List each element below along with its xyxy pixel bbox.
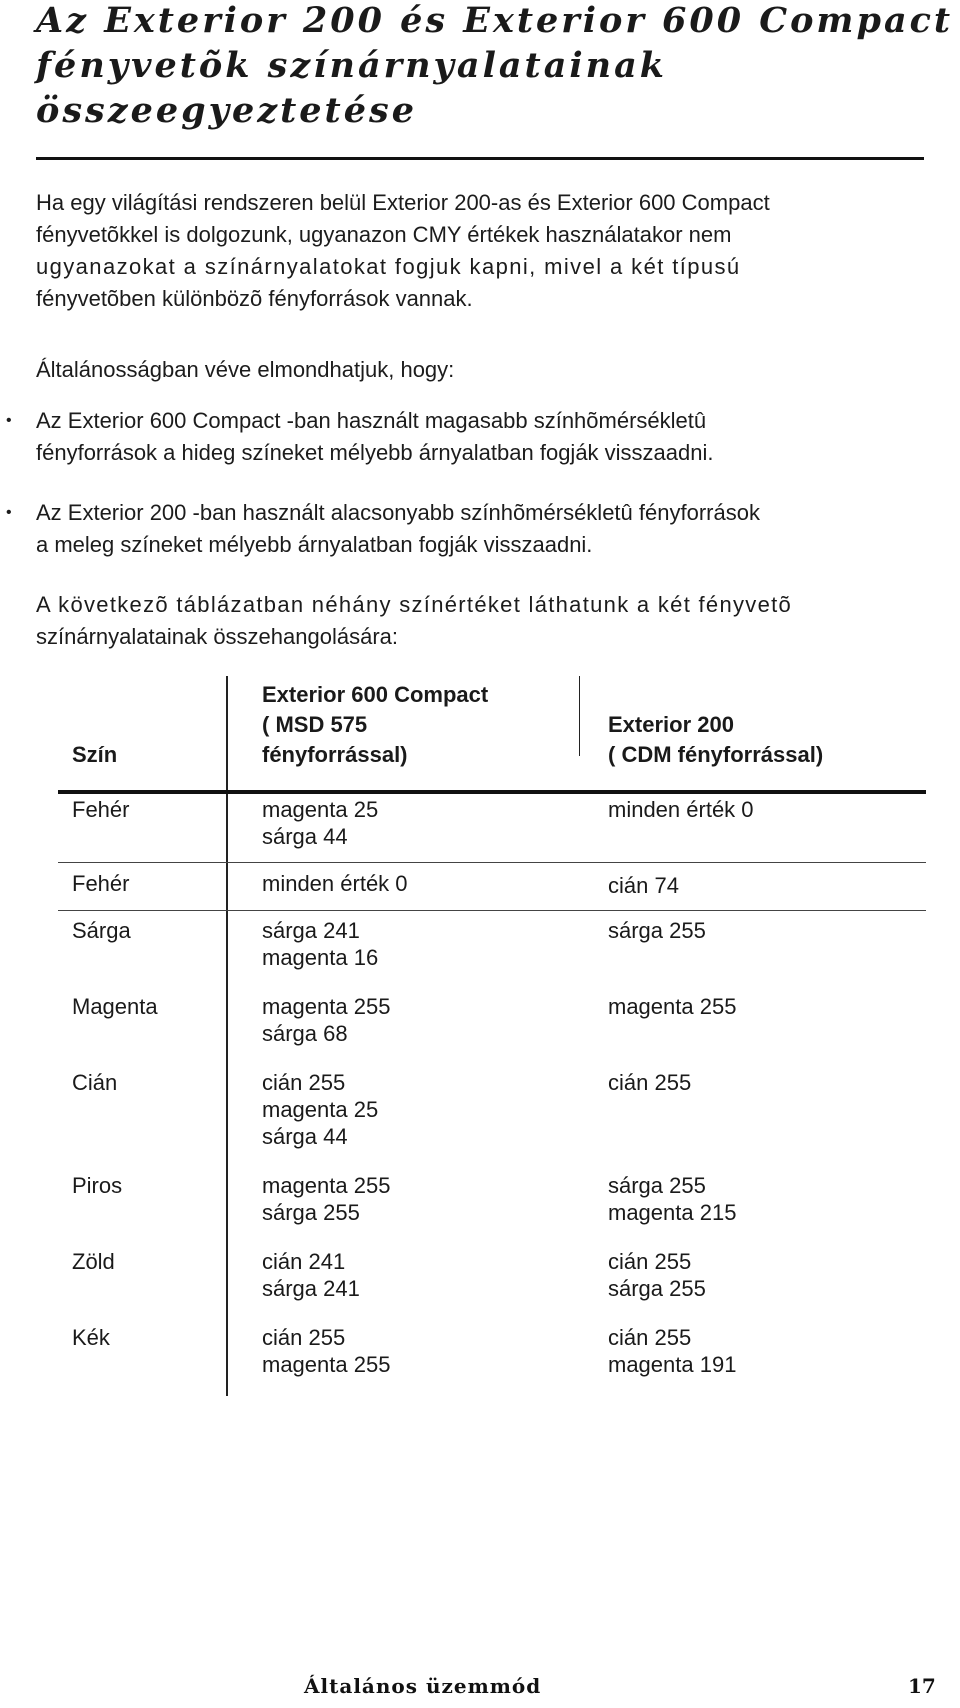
bullet-icon: •: [6, 504, 12, 521]
bullet-icon: •: [6, 412, 12, 429]
table-cell-ext200: minden érték 0: [608, 797, 754, 822]
table-cell-color: Kék: [72, 1325, 110, 1350]
table-cell-color: Cián: [72, 1070, 118, 1095]
table-intro-line: A következõ táblázatban néhány színértéket láthatunk a két fényvetõ: [36, 592, 793, 617]
table-cell-color: Fehér: [72, 797, 130, 822]
bullet-line: Az Exterior 600 Compact -ban használt magasabb színhõmérsékletû: [36, 408, 707, 433]
table-header-color: Szín: [72, 742, 118, 767]
table-cell-ext600: cián 255 magenta 255: [262, 1325, 391, 1377]
table-cell-ext200: sárga 255: [608, 918, 706, 943]
footer-page-number: 17: [908, 1674, 936, 1698]
bullet-line: Az Exterior 200 -ban használt alacsonyabb színhõmérsékletû fényforrások: [36, 500, 760, 525]
table-cell-color: Fehér: [72, 871, 130, 896]
table-cell-ext600: minden érték 0: [262, 871, 408, 896]
intro-line: fényvetõben különbözõ fényforrások vannak.: [36, 286, 473, 311]
table-row-divider: [58, 910, 926, 911]
table-intro-line: színárnyalatainak összehangolására:: [36, 624, 399, 649]
table-cell-ext600: cián 255 magenta 25 sárga 44: [262, 1070, 379, 1149]
title-line: Az Exterior 200 és Exterior 600 Compact: [36, 0, 954, 41]
table-header-exterior-200: Exterior 200 ( CDM fényforrással): [608, 712, 824, 767]
table-cell-color: Magenta: [72, 994, 158, 1019]
table-cell-ext600: cián 241 sárga 241: [262, 1249, 360, 1301]
table-cell-ext200: sárga 255 magenta 215: [608, 1173, 737, 1225]
bullet-line: fényforrások a hideg színeket mélyebb árnyalatban fogják visszaadni.: [36, 440, 714, 465]
title-line: fényvetõk színárnyalatainak: [36, 45, 668, 86]
table-header-divider: [579, 676, 580, 756]
lead-text: Általánosságban véve elmondhatjuk, hogy:: [36, 357, 455, 382]
table-header-rule: [58, 790, 926, 794]
table-cell-color: Zöld: [72, 1249, 115, 1274]
table-cell-ext600: magenta 25 sárga 44: [262, 797, 379, 849]
table-cell-ext600: magenta 255 sárga 68: [262, 994, 391, 1046]
table-cell-ext600: sárga 241 magenta 16: [262, 918, 379, 970]
table-cell-color: Sárga: [72, 918, 131, 943]
footer-section-title: Általános üzemmód: [304, 1674, 542, 1698]
title-line: összeegyeztetése: [36, 90, 417, 131]
table-cell-ext600: magenta 255 sárga 255: [262, 1173, 391, 1225]
table-cell-ext200: magenta 255: [608, 994, 737, 1019]
intro-line: Ha egy világítási rendszeren belül Exterior 200-as és Exterior 600 Compact: [36, 190, 770, 215]
table-cell-color: Piros: [72, 1173, 123, 1198]
intro-line: ugyanazokat a színárnyalatokat fogjuk kapni, mivel a két típusú: [36, 254, 741, 279]
table-cell-ext200: cián 255: [608, 1070, 692, 1095]
table-cell-ext200: cián 74: [608, 873, 679, 898]
bullet-line: a meleg színeket mélyebb árnyalatban fogják visszaadni.: [36, 532, 593, 557]
table-row-divider: [58, 862, 926, 863]
table-cell-ext200: cián 255 sárga 255: [608, 1249, 706, 1301]
table-header-exterior-600: Exterior 600 Compact ( MSD 575 fényforrással): [262, 682, 489, 767]
table-cell-ext200: cián 255 magenta 191: [608, 1325, 737, 1377]
intro-line: fényvetõkkel is dolgozunk, ugyanazon CMY értékek használatakor nem: [36, 222, 732, 247]
table-column-divider: [226, 676, 228, 1396]
